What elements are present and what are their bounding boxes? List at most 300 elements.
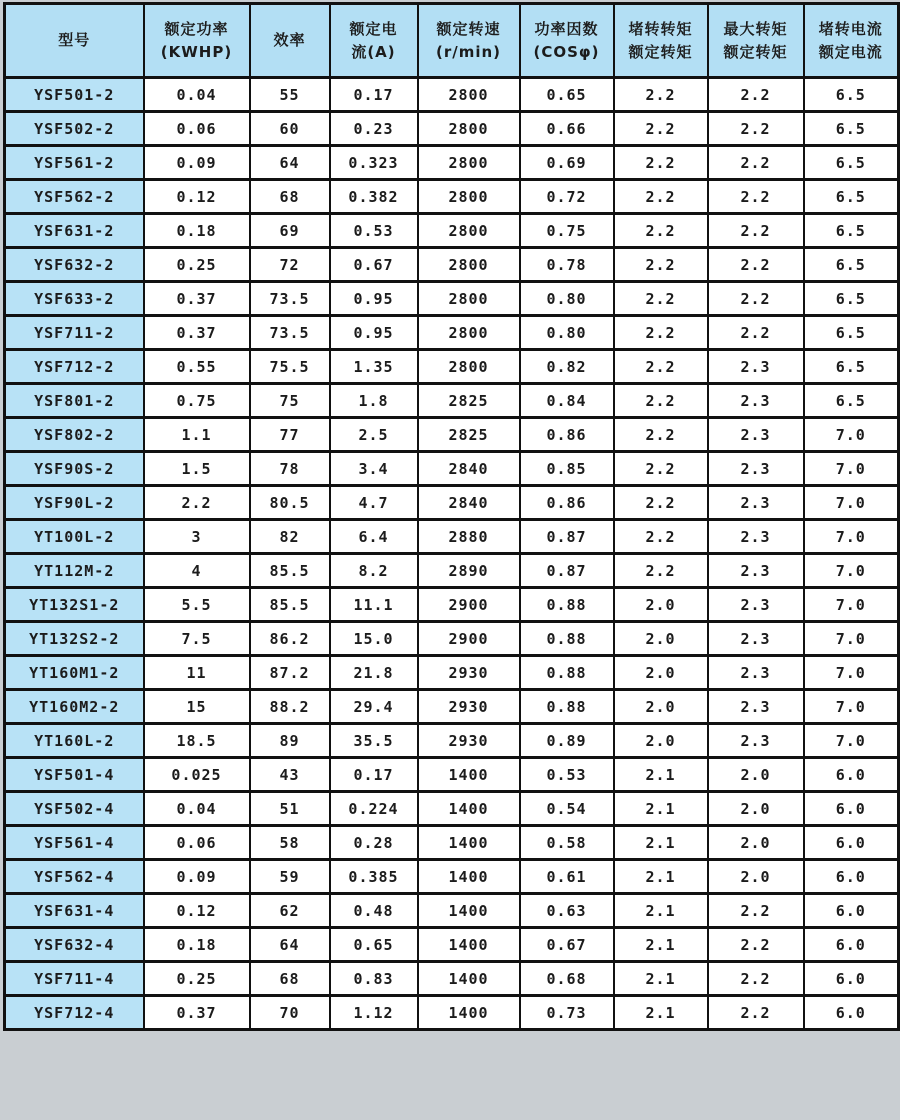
value-cell: 2800	[418, 214, 520, 248]
table-row	[5, 282, 899, 316]
value-cell: 6.5	[804, 146, 899, 180]
value-cell: 62	[250, 894, 330, 928]
model-cell: YSF631-2	[5, 214, 144, 248]
value-cell: 0.18	[144, 928, 250, 962]
value-cell: 0.025	[144, 758, 250, 792]
value-cell: 7.0	[804, 418, 899, 452]
value-cell: 2.1	[614, 792, 708, 826]
value-cell: 64	[250, 928, 330, 962]
value-cell: 1400	[418, 894, 520, 928]
value-cell: 7.0	[804, 622, 899, 656]
value-cell: 0.58	[520, 826, 614, 860]
value-cell: 77	[250, 418, 330, 452]
value-cell: 2.2	[614, 554, 708, 588]
value-cell: 2.1	[614, 860, 708, 894]
value-cell: 6.5	[804, 316, 899, 350]
value-cell: 70	[250, 996, 330, 1030]
value-cell: 0.73	[520, 996, 614, 1030]
value-cell: 2.2	[708, 962, 804, 996]
value-cell: 7.0	[804, 486, 899, 520]
value-cell: 2.2	[614, 214, 708, 248]
table-row	[5, 724, 899, 758]
value-cell: 2.3	[708, 418, 804, 452]
value-cell: 0.87	[520, 520, 614, 554]
table-header	[5, 4, 899, 78]
value-cell: 2890	[418, 554, 520, 588]
model-cell: YSF632-4	[5, 928, 144, 962]
header-label: 功率因数	[534, 19, 599, 38]
value-cell: 0.63	[520, 894, 614, 928]
value-cell: 6.5	[804, 350, 899, 384]
value-cell: 7.0	[804, 520, 899, 554]
value-cell: 0.17	[330, 758, 418, 792]
table-row	[5, 792, 899, 826]
value-cell: 2.2	[708, 282, 804, 316]
value-cell: 2.2	[708, 180, 804, 214]
value-cell: 2.2	[708, 996, 804, 1030]
value-cell: 15	[144, 690, 250, 724]
value-cell: 0.72	[520, 180, 614, 214]
value-cell: 0.86	[520, 486, 614, 520]
model-cell: YSF561-4	[5, 826, 144, 860]
value-cell: 2.2	[614, 316, 708, 350]
model-cell: YSF90L-2	[5, 486, 144, 520]
value-cell: 1.1	[144, 418, 250, 452]
value-cell: 2.2	[614, 78, 708, 112]
table-row	[5, 316, 899, 350]
model-cell: YSF502-2	[5, 112, 144, 146]
value-cell: 2.3	[708, 520, 804, 554]
value-cell: 0.85	[520, 452, 614, 486]
value-cell: 2.0	[614, 656, 708, 690]
value-cell: 2840	[418, 486, 520, 520]
value-cell: 6.0	[804, 894, 899, 928]
value-cell: 2.0	[614, 622, 708, 656]
value-cell: 7.0	[804, 724, 899, 758]
value-cell: 2800	[418, 78, 520, 112]
value-cell: 2.2	[614, 486, 708, 520]
value-cell: 75	[250, 384, 330, 418]
value-cell: 6.5	[804, 214, 899, 248]
value-cell: 2.0	[614, 724, 708, 758]
value-cell: 58	[250, 826, 330, 860]
value-cell: 0.224	[330, 792, 418, 826]
header-sublabel: 额定转矩	[723, 42, 788, 61]
motor-spec-table	[3, 2, 900, 1031]
value-cell: 0.53	[520, 758, 614, 792]
value-cell: 68	[250, 962, 330, 996]
value-cell: 60	[250, 112, 330, 146]
value-cell: 0.88	[520, 588, 614, 622]
model-cell: YT132S2-2	[5, 622, 144, 656]
value-cell: 2.0	[614, 588, 708, 622]
value-cell: 0.78	[520, 248, 614, 282]
value-cell: 2.3	[708, 384, 804, 418]
value-cell: 2.3	[708, 350, 804, 384]
value-cell: 35.5	[330, 724, 418, 758]
table-row	[5, 588, 899, 622]
value-cell: 6.5	[804, 384, 899, 418]
table-row	[5, 894, 899, 928]
value-cell: 6.5	[804, 180, 899, 214]
model-cell: YT132S1-2	[5, 588, 144, 622]
value-cell: 2.2	[614, 146, 708, 180]
value-cell: 1400	[418, 758, 520, 792]
value-cell: 0.04	[144, 792, 250, 826]
model-cell: YSF631-4	[5, 894, 144, 928]
value-cell: 2.2	[614, 180, 708, 214]
header-label: 效率	[273, 31, 306, 49]
value-cell: 0.18	[144, 214, 250, 248]
value-cell: 85.5	[250, 588, 330, 622]
value-cell: 69	[250, 214, 330, 248]
header-label: 额定功率	[164, 19, 229, 38]
value-cell: 0.88	[520, 622, 614, 656]
column-header-efficiency	[250, 4, 330, 78]
value-cell: 2800	[418, 248, 520, 282]
model-cell: YT100L-2	[5, 520, 144, 554]
value-cell: 0.66	[520, 112, 614, 146]
model-cell: YSF501-4	[5, 758, 144, 792]
value-cell: 0.17	[330, 78, 418, 112]
value-cell: 73.5	[250, 282, 330, 316]
value-cell: 75.5	[250, 350, 330, 384]
value-cell: 0.323	[330, 146, 418, 180]
value-cell: 0.67	[520, 928, 614, 962]
value-cell: 4	[144, 554, 250, 588]
value-cell: 6.5	[804, 112, 899, 146]
value-cell: 0.385	[330, 860, 418, 894]
value-cell: 2.2	[708, 894, 804, 928]
value-cell: 2.1	[614, 894, 708, 928]
table-row	[5, 962, 899, 996]
value-cell: 0.23	[330, 112, 418, 146]
value-cell: 6.0	[804, 792, 899, 826]
value-cell: 6.0	[804, 860, 899, 894]
table-row	[5, 554, 899, 588]
value-cell: 0.06	[144, 826, 250, 860]
table-row	[5, 248, 899, 282]
value-cell: 2.2	[614, 112, 708, 146]
value-cell: 0.382	[330, 180, 418, 214]
value-cell: 88.2	[250, 690, 330, 724]
table-row	[5, 112, 899, 146]
value-cell: 2825	[418, 418, 520, 452]
value-cell: 55	[250, 78, 330, 112]
value-cell: 0.89	[520, 724, 614, 758]
value-cell: 0.75	[520, 214, 614, 248]
model-cell: YSF562-2	[5, 180, 144, 214]
value-cell: 2.2	[614, 520, 708, 554]
table-row	[5, 758, 899, 792]
table-row	[5, 928, 899, 962]
value-cell: 2800	[418, 282, 520, 316]
value-cell: 2.2	[614, 282, 708, 316]
value-cell: 0.37	[144, 316, 250, 350]
value-cell: 2.2	[144, 486, 250, 520]
value-cell: 2.3	[708, 724, 804, 758]
value-cell: 0.55	[144, 350, 250, 384]
table-row	[5, 860, 899, 894]
value-cell: 0.37	[144, 996, 250, 1030]
model-cell: YSF712-4	[5, 996, 144, 1030]
value-cell: 0.69	[520, 146, 614, 180]
header-label: 最大转矩	[723, 19, 788, 38]
value-cell: 2800	[418, 180, 520, 214]
model-cell: YSF712-2	[5, 350, 144, 384]
header-sublabel: (KWHP)	[160, 42, 233, 61]
table-row	[5, 622, 899, 656]
value-cell: 0.80	[520, 316, 614, 350]
value-cell: 0.75	[144, 384, 250, 418]
value-cell: 6.0	[804, 928, 899, 962]
value-cell: 0.67	[330, 248, 418, 282]
value-cell: 0.88	[520, 656, 614, 690]
value-cell: 2.2	[614, 452, 708, 486]
model-cell: YT160L-2	[5, 724, 144, 758]
value-cell: 2.1	[614, 758, 708, 792]
value-cell: 1400	[418, 826, 520, 860]
value-cell: 1400	[418, 792, 520, 826]
value-cell: 2.2	[614, 350, 708, 384]
table-row	[5, 656, 899, 690]
value-cell: 2.3	[708, 554, 804, 588]
header-label: 堵转转矩	[628, 19, 693, 38]
header-sublabel: 额定转矩	[628, 42, 693, 61]
value-cell: 4.7	[330, 486, 418, 520]
value-cell: 2.2	[708, 112, 804, 146]
model-cell: YSF711-2	[5, 316, 144, 350]
value-cell: 0.09	[144, 860, 250, 894]
value-cell: 2900	[418, 622, 520, 656]
value-cell: 6.0	[804, 826, 899, 860]
value-cell: 2825	[418, 384, 520, 418]
header-label: 额定电	[349, 19, 398, 38]
value-cell: 2.1	[614, 962, 708, 996]
table-row	[5, 826, 899, 860]
value-cell: 1.35	[330, 350, 418, 384]
value-cell: 2900	[418, 588, 520, 622]
table-row	[5, 78, 899, 112]
value-cell: 2930	[418, 656, 520, 690]
value-cell: 2.2	[708, 146, 804, 180]
table-body	[5, 78, 899, 1030]
table-row	[5, 146, 899, 180]
value-cell: 72	[250, 248, 330, 282]
value-cell: 2.0	[708, 860, 804, 894]
value-cell: 68	[250, 180, 330, 214]
value-cell: 64	[250, 146, 330, 180]
column-header-model	[5, 4, 144, 78]
value-cell: 7.0	[804, 690, 899, 724]
value-cell: 3.4	[330, 452, 418, 486]
value-cell: 15.0	[330, 622, 418, 656]
value-cell: 0.95	[330, 282, 418, 316]
table-row	[5, 180, 899, 214]
column-header-rated-power	[144, 4, 250, 78]
value-cell: 2800	[418, 112, 520, 146]
value-cell: 2800	[418, 350, 520, 384]
value-cell: 0.37	[144, 282, 250, 316]
model-cell: YSF561-2	[5, 146, 144, 180]
value-cell: 0.68	[520, 962, 614, 996]
value-cell: 2930	[418, 724, 520, 758]
value-cell: 7.0	[804, 452, 899, 486]
value-cell: 2.2	[708, 214, 804, 248]
header-sublabel: 流(A)	[351, 42, 396, 61]
model-cell: YSF633-2	[5, 282, 144, 316]
value-cell: 1400	[418, 996, 520, 1030]
value-cell: 2.2	[708, 928, 804, 962]
value-cell: 2800	[418, 316, 520, 350]
value-cell: 6.5	[804, 282, 899, 316]
table-row	[5, 996, 899, 1030]
value-cell: 0.53	[330, 214, 418, 248]
value-cell: 0.04	[144, 78, 250, 112]
value-cell: 2.0	[708, 758, 804, 792]
value-cell: 21.8	[330, 656, 418, 690]
value-cell: 86.2	[250, 622, 330, 656]
header-label: 额定转速	[436, 19, 501, 38]
value-cell: 87.2	[250, 656, 330, 690]
table-row	[5, 520, 899, 554]
value-cell: 11.1	[330, 588, 418, 622]
value-cell: 11	[144, 656, 250, 690]
value-cell: 7.0	[804, 554, 899, 588]
value-cell: 2800	[418, 146, 520, 180]
value-cell: 2.3	[708, 622, 804, 656]
column-header-rated-speed	[418, 4, 520, 78]
value-cell: 2.2	[614, 418, 708, 452]
value-cell: 2.3	[708, 656, 804, 690]
column-header-rated-current	[330, 4, 418, 78]
value-cell: 18.5	[144, 724, 250, 758]
value-cell: 1.5	[144, 452, 250, 486]
value-cell: 0.65	[330, 928, 418, 962]
value-cell: 0.88	[520, 690, 614, 724]
value-cell: 0.48	[330, 894, 418, 928]
value-cell: 0.65	[520, 78, 614, 112]
value-cell: 0.54	[520, 792, 614, 826]
model-cell: YT160M1-2	[5, 656, 144, 690]
value-cell: 0.82	[520, 350, 614, 384]
value-cell: 85.5	[250, 554, 330, 588]
value-cell: 2.3	[708, 452, 804, 486]
value-cell: 2.5	[330, 418, 418, 452]
column-header-max-torque-ratio	[708, 4, 804, 78]
value-cell: 5.5	[144, 588, 250, 622]
value-cell: 43	[250, 758, 330, 792]
value-cell: 2.3	[708, 588, 804, 622]
value-cell: 2.1	[614, 826, 708, 860]
value-cell: 80.5	[250, 486, 330, 520]
model-cell: YSF632-2	[5, 248, 144, 282]
value-cell: 89	[250, 724, 330, 758]
header-label: 堵转电流	[818, 19, 883, 38]
model-cell: YSF801-2	[5, 384, 144, 418]
value-cell: 0.83	[330, 962, 418, 996]
value-cell: 6.0	[804, 962, 899, 996]
table-row	[5, 452, 899, 486]
value-cell: 0.86	[520, 418, 614, 452]
column-header-locked-rotor-torque-ratio	[614, 4, 708, 78]
value-cell: 6.5	[804, 248, 899, 282]
value-cell: 0.09	[144, 146, 250, 180]
header-label: 型号	[58, 31, 91, 49]
value-cell: 1.12	[330, 996, 418, 1030]
model-cell: YT112M-2	[5, 554, 144, 588]
model-cell: YSF802-2	[5, 418, 144, 452]
table-row	[5, 350, 899, 384]
table-row	[5, 384, 899, 418]
value-cell: 0.25	[144, 248, 250, 282]
value-cell: 3	[144, 520, 250, 554]
value-cell: 29.4	[330, 690, 418, 724]
value-cell: 2.2	[708, 248, 804, 282]
value-cell: 7.0	[804, 656, 899, 690]
value-cell: 59	[250, 860, 330, 894]
value-cell: 2930	[418, 690, 520, 724]
value-cell: 2.2	[708, 78, 804, 112]
value-cell: 0.87	[520, 554, 614, 588]
value-cell: 73.5	[250, 316, 330, 350]
model-cell: YSF711-4	[5, 962, 144, 996]
value-cell: 82	[250, 520, 330, 554]
value-cell: 6.0	[804, 996, 899, 1030]
value-cell: 0.06	[144, 112, 250, 146]
value-cell: 6.5	[804, 78, 899, 112]
value-cell: 1400	[418, 962, 520, 996]
value-cell: 6.4	[330, 520, 418, 554]
value-cell: 2.3	[708, 486, 804, 520]
value-cell: 7.0	[804, 588, 899, 622]
value-cell: 0.25	[144, 962, 250, 996]
value-cell: 2.1	[614, 996, 708, 1030]
value-cell: 1400	[418, 928, 520, 962]
model-cell: YSF90S-2	[5, 452, 144, 486]
model-cell: YT160M2-2	[5, 690, 144, 724]
model-cell: YSF501-2	[5, 78, 144, 112]
table-row	[5, 214, 899, 248]
value-cell: 7.5	[144, 622, 250, 656]
value-cell: 2.2	[708, 316, 804, 350]
value-cell: 2.0	[614, 690, 708, 724]
value-cell: 78	[250, 452, 330, 486]
header-sublabel: (COSφ)	[533, 42, 600, 61]
value-cell: 2.2	[614, 384, 708, 418]
header-row	[5, 4, 899, 78]
value-cell: 2.3	[708, 690, 804, 724]
model-cell: YSF502-4	[5, 792, 144, 826]
value-cell: 0.80	[520, 282, 614, 316]
value-cell: 8.2	[330, 554, 418, 588]
value-cell: 2.1	[614, 928, 708, 962]
value-cell: 0.28	[330, 826, 418, 860]
value-cell: 51	[250, 792, 330, 826]
table-row	[5, 486, 899, 520]
model-cell: YSF562-4	[5, 860, 144, 894]
column-header-power-factor	[520, 4, 614, 78]
value-cell: 2880	[418, 520, 520, 554]
table-row	[5, 418, 899, 452]
value-cell: 0.12	[144, 180, 250, 214]
value-cell: 2.0	[708, 826, 804, 860]
value-cell: 2.2	[614, 248, 708, 282]
value-cell: 0.61	[520, 860, 614, 894]
value-cell: 0.95	[330, 316, 418, 350]
value-cell: 2.0	[708, 792, 804, 826]
value-cell: 6.0	[804, 758, 899, 792]
